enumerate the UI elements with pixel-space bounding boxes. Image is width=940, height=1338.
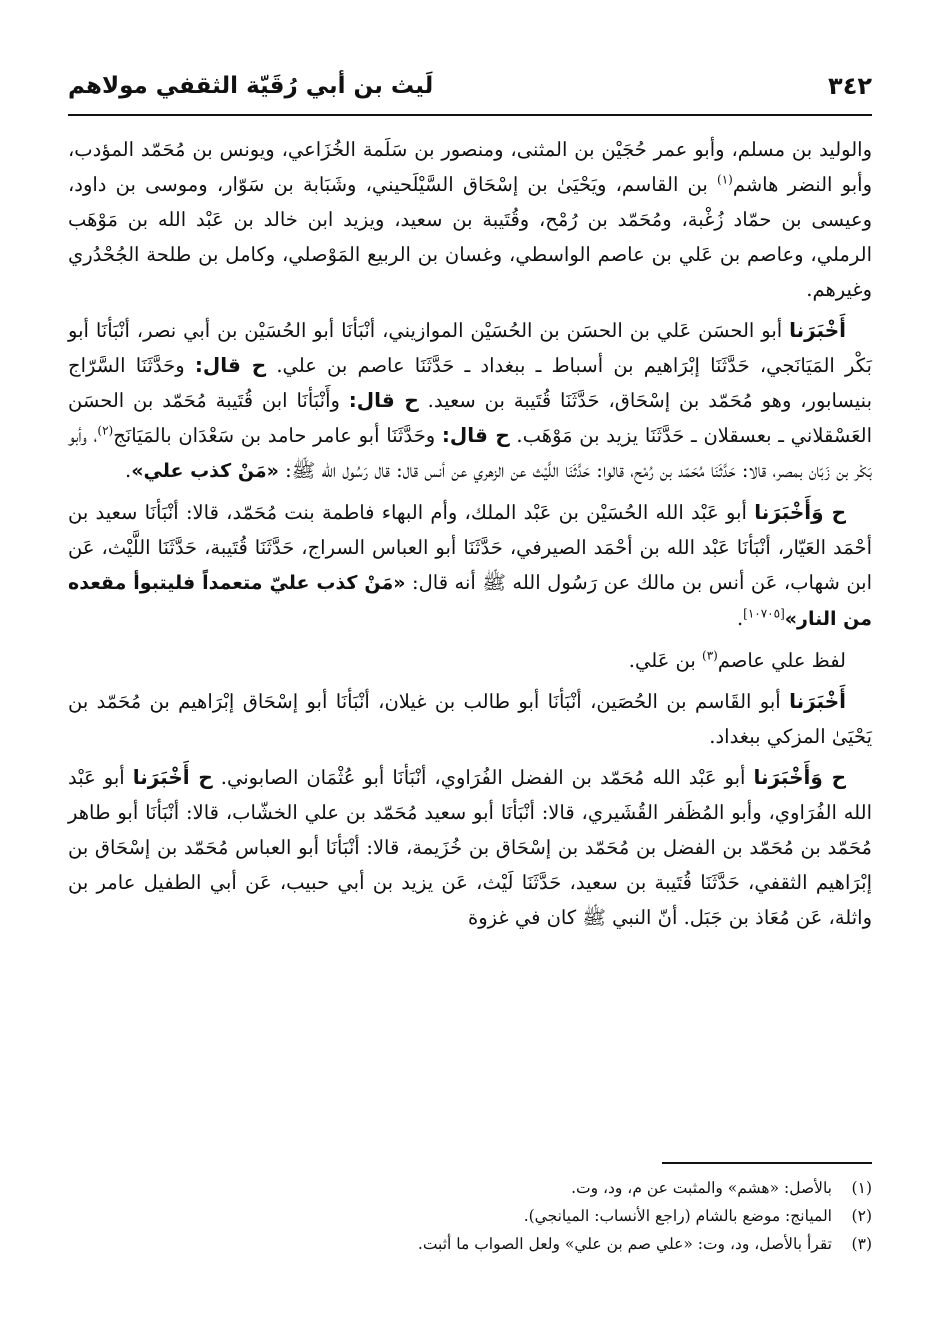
paragraph-text: أبو الحسَن عَلي بن الحسَن بن الحُسَيْن الموازيني، أنْبَأنَا أبو الحُسَيْن بن أبي نصر، أنْبَأنَا أبو بَكْر المَيَانَجي، حَدَّثَنَا إبْرَاهيم بن أسباط ـ ببغداد ـ حَدَّثَنَا عاصم بن علي. [68,319,872,377]
hadith-text: «مَنْ كذب عليّ متعمداً فليتبوأ مقعده من النار» [68,572,872,630]
footnote-separator [662,1162,872,1164]
paragraph-text: . [736,607,744,630]
paragraph-text: . [125,459,132,482]
footnote-ref: (٢) [97,423,114,438]
paragraph-text: بن القاسم، ويَحْيَىٰ بن إسْحَاق السَّيْلَحيني، وشَبَابة بن سَوّار، وموسى بن داود، وعيسى بن حمّاد زُغْبة، ومُحَمّد بن رُمْح، وقُتَيبة بن سعيد، ويزيد ابن خالد بن عَبْد الله بن مَوْهَب الرملي، وعاصم بن عَلي بن عاصم الواسطي، وغسان بن الربيع المَوْصلي، وكامل بن طلحة الجُحْدُري وغيرهم. [68,173,872,301]
paragraph-text: أبو عَبْد الله مُحَمّد بن الفضل الفُرَاوي، أنْبَأنَا أبو عُثْمَان الصابوني. [212,766,754,789]
akhbarana-keyword: أَخْبَرَنا [789,689,846,713]
footnote-text: الميانج: موضع بالشام (راجع الأنساب: الميانجي). [523,1207,832,1225]
footnote-number: (١) [851,1179,872,1197]
ha-qala-keyword: ح قال: [194,353,267,377]
paragraph-isnad-1 [68,313,872,489]
akhbarana-keyword: ح وَأَخْبَرَنا [754,500,847,524]
running-title: لَيث بن أبي رُقَيّة الثقفي مولاهم [68,73,434,99]
paragraph-text: وأَنْبَأنَا ابن قُتَيبة مُحَمّد بن الحسَن العَسْقلاني ـ بعسقلان ـ حَدَّثَنَا يزيد بن مَوْهَب. [68,389,872,447]
footnote-text: تقرأ بالأصل، ود، وت: «علي صم بن علي» ولعل الصواب ما أثبت. [417,1235,832,1253]
footnote-item [68,1230,872,1258]
paragraph-text: ، وأبو بَكْر بن زَبّان بمصر، قالا: حَدَّثَنَا مُحَمّد بن رُمْح، قالوا: حَدَّثَنَا اللَّيْث عن الزهري عن أنس قال: قال رَسُول الله ﷺ: [68,424,872,482]
ha-qala-keyword: ح قال: [441,423,510,447]
footnotes [68,1174,872,1258]
footnote-number: (٣) [851,1235,872,1253]
paragraph-text: وحَدَّثَنَا أبو عامر حامد بن سَعْدَان بالمَيَانَج [113,424,442,447]
ha-qala-keyword: ح قال: [348,388,419,412]
akhbarana-keyword: أَخْبَرَنا [789,318,846,342]
paragraph-text: لفظ علي عاصم [717,649,846,672]
page-header [68,58,872,116]
hadith-text: «مَنْ كذب علي» [131,460,279,482]
paragraph-isnad-3 [68,684,872,754]
footnote-text: بالأصل: «هشم» والمثبت عن م، ود، وت. [571,1179,832,1197]
paragraph-text: والوليد بن مسلم، وأبو عمر حُجَيْن بن المثنى، ومنصور بن سَلَمة الخُزَاعي، ويونس بن مُحَمّد المؤدب، وأبو النضر هاشم [68,138,872,196]
footnote-number: (٢) [851,1207,872,1225]
paragraph-text: أبو عَبْد الله الحُسَيْن بن عَبْد الملك، وأم البهاء فاطمة بنت مُحَمّد، قالا: أنْبَأنَا سعيد بن أحْمَد العَيّار، أنْبَأنَا عَبْد الله بن أحْمَد الصيرفي، حَدَّثَنَا أبو العباس السراج، حَدَّثَنَا قُتَيبة، حَدَّثَنَا اللَّيْث، عَن ابن شهاب، عَن أنس بن مالك عن رَسُول الله ﷺ أنه قال: [68,501,873,594]
paragraph-text: بن عَلي. [628,649,702,672]
footnote-item [68,1174,872,1202]
paragraph-narrators-list [68,132,872,307]
paragraph-text: أبو القَاسم بن الحُصَين، أنْبَأنَا أبو طالب بن غيلان، أنْبَأنَا أبو إسْحَاق إبْرَاهيم بن مُحَمّد بن يَحْيَىٰ المزكي ببغداد. [68,690,872,748]
paragraph-wording-note [68,643,872,678]
paragraph-text: وحَدَّثَنَا السَّرّاج بنيسابور، وهو مُحَمّد بن إسْحَاق، حَدَّثَنَا قُتَيبة بن سعيد. [68,354,872,412]
akhbarana-keyword: ح أَخْبَرَنا [132,765,213,789]
footnote-ref: (١) [717,172,733,187]
main-text [68,132,872,941]
hadith-number: [١٠٧٠٥] [743,606,785,621]
page-number: ٣٤٢ [828,72,872,100]
paragraph-isnad-4 [68,760,872,935]
paragraph-isnad-2 [68,495,872,637]
footnote-item [68,1202,872,1230]
footnote-ref: (٣) [702,648,718,663]
paragraph-text: أبو عَبْد الله الفُرَاوي، وأبو المُظَفر القُشَيري، قالا: أنْبَأنَا أبو سعيد مُحَمّد بن علي الخشّاب، قالا: أنْبَأنَا أبو طاهر مُحَمّد بن مُحَمّد بن الفضل بن مُحَمّد بن إسْحَاق بن خُزَيمة، قالا: أنْبَأنَا أبو العباس مُحَمّد بن إسْحَاق بن إبْرَاهيم الثقفي، حَدَّثَنَا قُتَيبة بن سعيد، حَدَّثَنَا لَيْث، عَن يزيد بن أبي حبيب، عَن أبي الطفيل عامر بن واثلة، عَن مُعَاذ بن جَبَل. أنّ النبي ﷺ كان في غزوة [68,766,872,929]
akhbarana-keyword: ح وَأَخْبَرَنا [753,765,846,789]
